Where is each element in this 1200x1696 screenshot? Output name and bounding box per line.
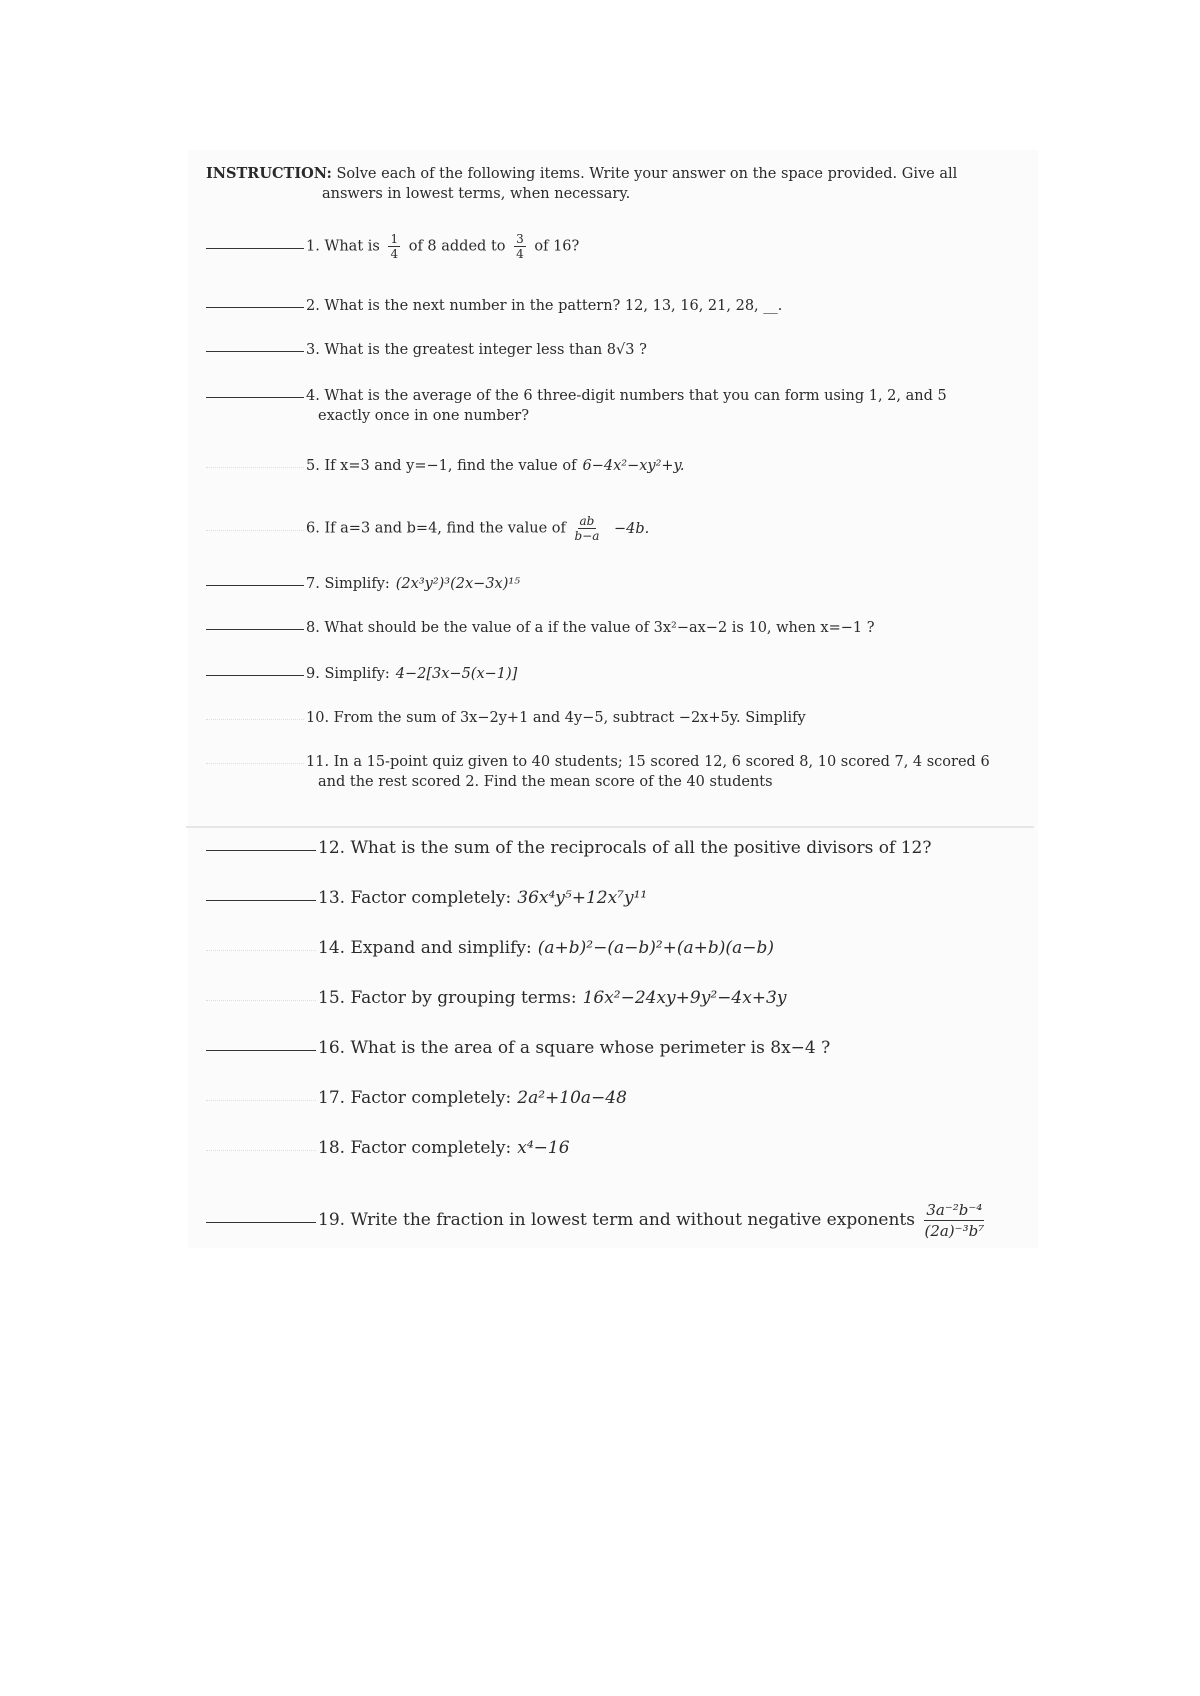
question-14 [206,938,1016,958]
question-18 [206,1138,1016,1158]
question-12 [206,838,1016,858]
question-16 [206,1038,1016,1058]
answer-blank[interactable] [206,466,304,468]
fraction-denominator: 4 [390,247,399,261]
question-6 [206,514,1016,543]
fraction [575,514,600,543]
question-text: 6. If a=3 and b=4, find the value of [306,520,566,537]
question-text: 5. If x=3 and y=−1, find the value of [306,458,577,474]
question-text: 15. Factor by grouping terms: [318,988,577,1008]
fraction-denominator: 4 [516,247,524,261]
math-expression: x⁴−16 [517,1138,570,1158]
answer-blank[interactable] [206,306,304,308]
question-text: of 16? [534,238,580,255]
instruction-text-line1: Solve each of the following items. Write your answer on the space provided. Give all [336,166,958,182]
question-19 [206,1200,1026,1241]
answer-blank[interactable] [206,1049,316,1051]
answer-blank[interactable] [206,1099,316,1101]
question-text: 17. Factor completely: [318,1088,512,1108]
math-expression: 2a²+10a−48 [517,1088,627,1108]
answer-blank[interactable] [206,674,304,676]
math-expression: −4b. [614,520,650,537]
question-8 [206,618,1016,638]
question-text-continued: and the rest scored 2. Find the mean score of the 40 students [318,774,773,790]
fraction-numerator: 1 [390,232,399,246]
question-2 [206,296,1016,316]
question-text-continued: exactly once in one number? [318,408,530,424]
question-text: 1. What is [306,238,380,255]
answer-blank[interactable] [206,849,316,851]
question-15 [206,988,1016,1008]
instruction [206,164,1006,204]
answer-blank[interactable] [206,584,304,586]
question-text: 13. Factor completely: [318,888,512,908]
answer-blank[interactable] [206,628,304,630]
question-7 [206,574,1016,594]
answer-blank[interactable] [206,949,316,951]
answer-blank[interactable] [206,718,304,720]
question-9 [206,664,1016,684]
fraction [514,232,526,261]
math-expression: 16x²−24xy+9y²−4x+3y [582,988,787,1008]
answer-blank[interactable] [206,396,304,398]
answer-blank[interactable] [206,999,316,1001]
question-text: 4. What is the average of the 6 three-digit numbers that you can form using 1, 2, and 5 [306,388,947,404]
question-text: 12. What is the sum of the reciprocals of all the positive divisors of 12? [318,838,932,858]
question-text: 7. Simplify: [306,576,390,592]
question-11 [206,752,1016,792]
question-text: 10. From the sum of 3x−2y+1 and 4y−5, subtract −2x+5y. Simplify [306,710,806,726]
fraction-numerator: ab [579,514,595,528]
question-text: 16. What is the area of a square whose perimeter is 8x−4 ? [318,1038,831,1058]
answer-blank[interactable] [206,350,304,352]
section-divider [186,826,1034,828]
answer-blank[interactable] [206,1221,316,1223]
question-4 [206,386,1016,426]
question-1 [206,232,1016,261]
question-text: 9. Simplify: [306,666,390,682]
instruction-text-line2: answers in lowest terms, when necessary. [322,186,631,202]
fraction [924,1200,984,1241]
question-17 [206,1088,1016,1108]
question-text: 19. Write the fraction in lowest term and without negative exponents [318,1210,915,1230]
math-expression: (a+b)²−(a−b)²+(a+b)(a−b) [537,938,774,958]
question-5 [206,456,1016,476]
instruction-heading: INSTRUCTION: [206,165,332,182]
answer-blank[interactable] [206,899,316,901]
fraction-denominator: (2a)⁻³b⁷ [924,1222,985,1240]
answer-blank[interactable] [206,762,304,764]
question-text: 8. What should be the value of a if the value of 3x²−ax−2 is 10, when x=−1 ? [306,620,875,636]
answer-blank[interactable] [206,529,304,531]
math-expression: 36x⁴y⁵+12x⁷y¹¹ [517,888,648,908]
question-13 [206,888,1016,908]
question-text: 3. What is the greatest integer less than 8√3 ? [306,342,647,358]
math-expression: 6−4x²−xy²+y. [582,458,685,474]
question-10 [206,708,1016,728]
question-text: of 8 added to [408,238,506,255]
answer-blank[interactable] [206,247,304,249]
question-text: 14. Expand and simplify: [318,938,532,958]
answer-blank[interactable] [206,1149,316,1151]
math-expression: (2x³y²)³(2x−3x)¹⁵ [395,576,521,592]
question-text: 2. What is the next number in the pattern? 12, 13, 16, 21, 28, __. [306,298,783,314]
fraction [388,232,400,261]
fraction-denominator: b−a [574,529,600,543]
fraction-numerator: 3 [516,232,524,246]
fraction-numerator: 3a⁻²b⁻⁴ [926,1201,983,1219]
question-3 [206,340,1016,360]
question-text: 11. In a 15-point quiz given to 40 students; 15 scored 12, 6 scored 8, 10 scored 7, 4 scored 6 [306,754,990,770]
math-expression: 4−2[3x−5(x−1)] [395,666,518,682]
question-text: 18. Factor completely: [318,1138,512,1158]
